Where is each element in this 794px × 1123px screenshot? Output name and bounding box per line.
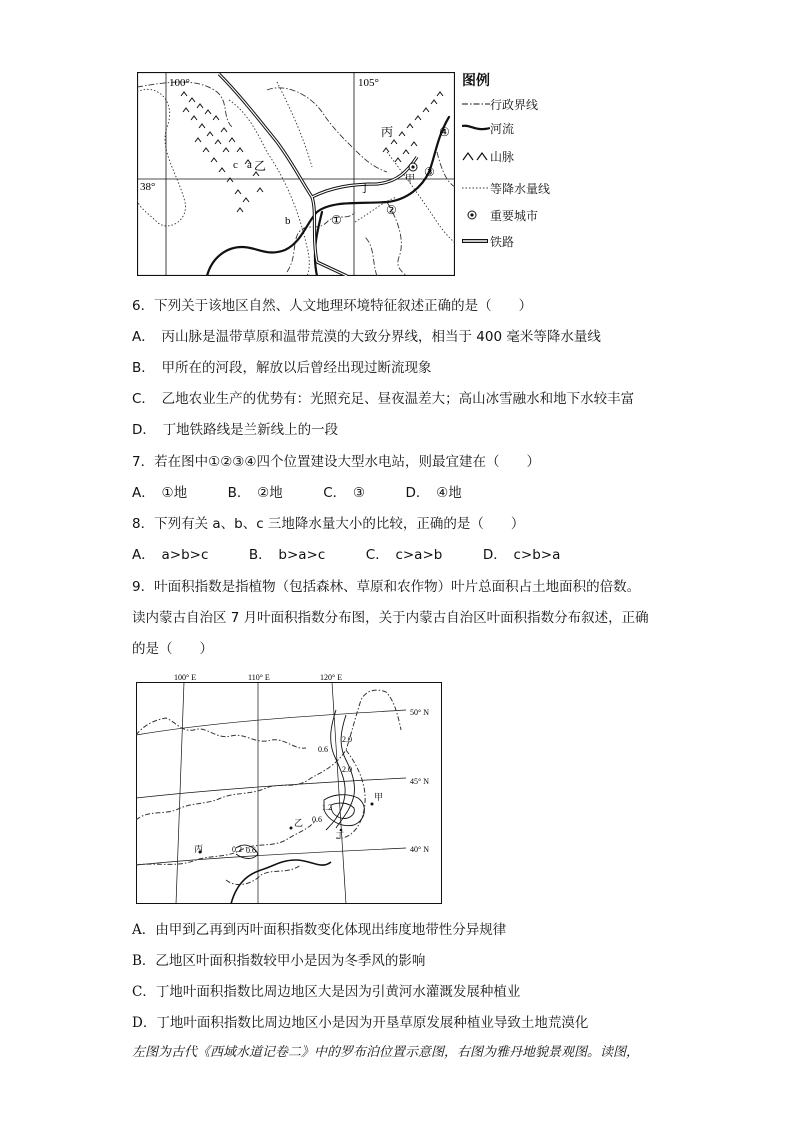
legend-title: 图例: [462, 73, 490, 89]
legend-label-isohyet: 等降水量线: [490, 181, 551, 196]
railway-icon: [462, 236, 490, 246]
legend-label-boundary: 行政界线: [490, 97, 539, 112]
q8-options: A． a>b>c B． b>a>c C． c>a>b D． c>b>a: [132, 547, 561, 563]
legend-label-railway: 铁路: [490, 234, 515, 249]
q9-line-1: 9．叶面积指数是指植物（包括森林、草原和农作物）叶片总面积占土地面积的倍数。: [132, 579, 641, 595]
q6-stem: 6．下列关于该地区自然、人文地理环境特征叙述正确的是（ ）: [132, 298, 533, 314]
point-jia: [371, 803, 374, 806]
q8-stem: 8．下列有关 a、b、c 三地降水量大小的比较，正确的是（ ）: [132, 516, 525, 532]
hexi-region-map: [137, 72, 455, 276]
boundary-line-icon: [462, 99, 490, 109]
city-icon: [409, 163, 417, 171]
river-line-icon: [462, 122, 490, 134]
mountain-icon: [462, 150, 490, 162]
q9-option-a: A．由甲到乙再到丙叶面积指数变化体现出纬度地带性分异规律: [132, 922, 507, 938]
lat-45n-label: 45° N: [410, 777, 429, 786]
q9-line-3: 的是（ ）: [132, 641, 213, 657]
q7-options: A． ①地 B． ②地 C． ③ D． ④地: [132, 485, 462, 501]
label-ding: 丁: [359, 181, 372, 195]
q6-option-b: B． 甲所在的河段，解放以后曾经出现过断流现象: [132, 360, 432, 376]
label-b: b: [285, 215, 291, 227]
q7-stem: 7．若在图中①②③④四个位置建设大型水电站，则最宜建在（ ）: [132, 454, 540, 470]
site-1: ①: [331, 213, 342, 227]
lat-40n-label: 40° N: [410, 845, 429, 854]
legend-label-mountain: 山脉: [490, 149, 515, 164]
contour-value-0-6-a: 0.6: [318, 745, 328, 754]
legend-label-city: 重要城市: [490, 208, 539, 223]
map2-label-yi: 乙: [294, 818, 304, 828]
city-icon: [462, 209, 490, 221]
map-legend: [462, 70, 572, 254]
lon-105-label: 105°: [358, 77, 379, 89]
map2-label-bing: 丙: [194, 844, 204, 854]
label-yi: 乙: [254, 159, 267, 173]
point-yi: [290, 827, 293, 830]
q6-option-d: D． 丁地铁路线是兰新线上的一段: [132, 422, 339, 438]
q9-option-d: D．丁地叶面积指数比周边地区小是因为开垦草原发展种植业导致土地荒漠化: [132, 1015, 589, 1031]
lon-110e-label: 110° E: [248, 673, 270, 682]
label-jia: 甲: [405, 174, 415, 185]
lon-120e-label: 120° E: [320, 673, 343, 682]
inner-mongolia-lai-map: [136, 670, 442, 904]
contour-value-0-2: 0.2: [232, 845, 242, 854]
contour-value-2-0-b: 2.0: [342, 765, 352, 774]
lat-38-label: 38°: [140, 181, 156, 193]
map2-label-jia: 甲: [374, 792, 384, 802]
contour-value-2-0-a: 2.0: [342, 735, 352, 744]
q9-option-c: C．丁地叶面积指数比周边地区大是因为引黄河水灌溉发展种植业: [132, 984, 521, 1000]
contour-value-1-2: 1.2: [322, 803, 332, 812]
isohyet-line-icon: [462, 183, 490, 193]
label-bing: 丙: [381, 125, 394, 139]
legend-label-river: 河流: [490, 121, 515, 136]
q6-option-a: A． 丙山脉是温带草原和温带荒漠的大致分界线，相当于 400 毫米等降水量线: [132, 329, 601, 345]
q9-option-b: B．乙地区叶面积指数较甲小是因为冬季风的影响: [132, 953, 426, 969]
q6-option-c: C． 乙地农业生产的优势有：光照充足、昼夜温差大；高山冰雪融水和地下水较丰富: [132, 391, 635, 407]
site-2: ②: [386, 203, 397, 217]
label-c: c: [233, 159, 238, 171]
map2-label-ding: 丁: [336, 831, 344, 840]
site-3: ③: [424, 165, 435, 179]
contour-value-0-6-c: 0.6: [246, 846, 256, 855]
next-question-intro: 左图为古代《西域水道记卷二》中的罗布泊位置示意图，右图为雅丹地貌景观图。读图，: [132, 1045, 640, 1060]
site-4: ④: [439, 125, 450, 139]
lat-50n-label: 50° N: [410, 708, 429, 717]
contour-value-0-6-b: 0.6: [312, 815, 322, 824]
lon-100-label: 100°: [169, 77, 190, 89]
lon-100e-label: 100° E: [174, 673, 197, 682]
q9-line-2: 读内蒙古自治区 7 月叶面积指数分布图，关于内蒙古自治区叶面积指数分布叙述，正确: [132, 610, 649, 626]
label-a: a: [247, 159, 252, 171]
